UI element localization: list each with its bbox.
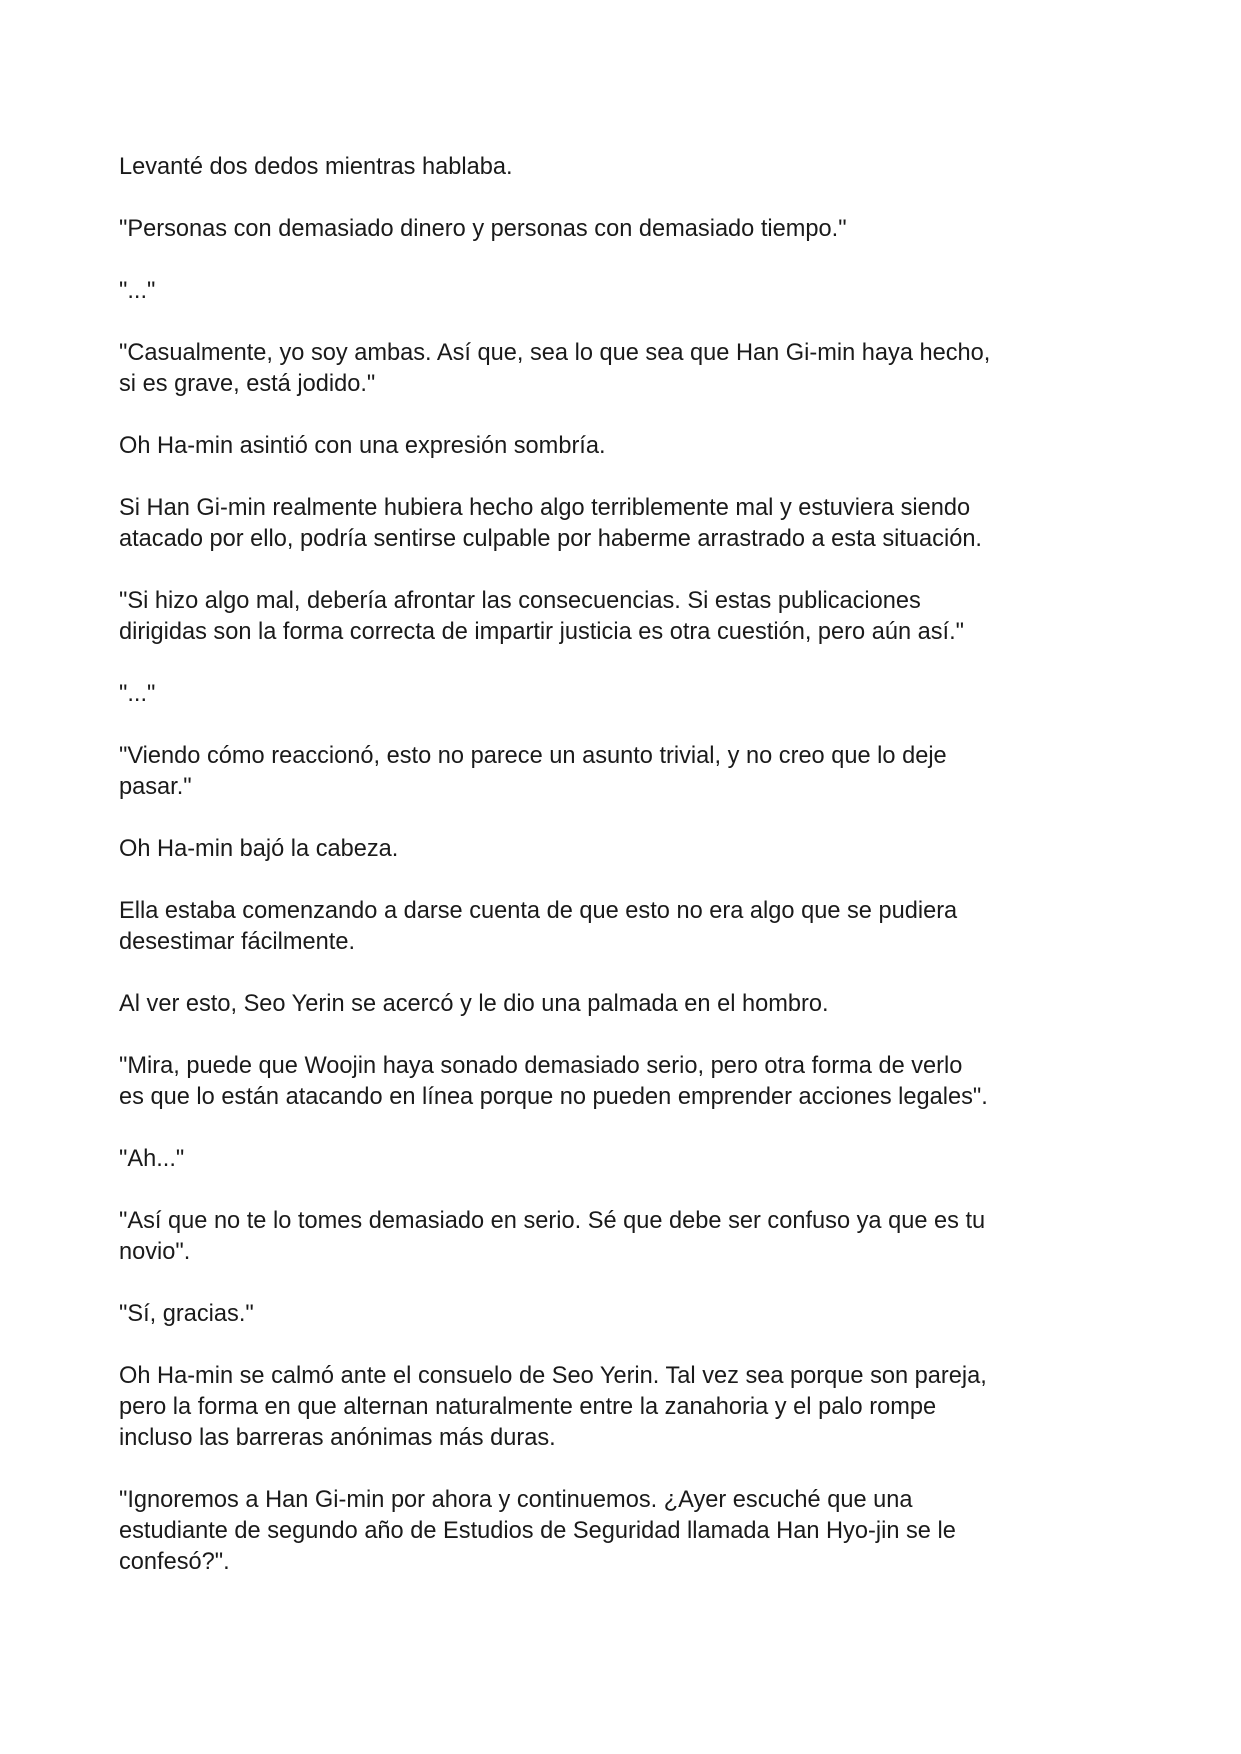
paragraph: "Sí, gracias." [119,1301,254,1327]
paragraph: "Ah..." [119,1146,185,1172]
paragraph: "Ignoremos a Han Gi-min por ahora y continuemos. ¿Ayer escuché que una estudiante de segundo año de Estudios de Seguridad llamada Han Hyo-jin se le confesó?". [119,1487,956,1575]
paragraph: Levanté dos dedos mientras hablaba. [119,154,513,180]
paragraph: "Personas con demasiado dinero y personas con demasiado tiempo." [119,216,847,242]
paragraph: "..." [119,278,156,304]
paragraph: "Si hizo algo mal, debería afrontar las consecuencias. Si estas publicaciones dirigidas son la forma correcta de impartir justicia es otra cuestión, pero aún así." [119,588,965,645]
paragraph: Al ver esto, Seo Yerin se acercó y le dio una palmada en el hombro. [119,991,829,1017]
paragraph: Si Han Gi-min realmente hubiera hecho algo terriblemente mal y estuviera siendo atacado por ello, podría sentirse culpable por haberme arrastrado a esta situación. [119,495,982,552]
paragraph: "Así que no te lo tomes demasiado en serio. Sé que debe ser confuso ya que es tu novio". [119,1208,986,1265]
paragraph: "Casualmente, yo soy ambas. Así que, sea lo que sea que Han Gi-min haya hecho, si es grave, está jodido." [119,340,991,397]
paragraph: "Mira, puede que Woojin haya sonado demasiado serio, pero otra forma de verlo es que lo están atacando en línea porque no pueden emprender acciones legales". [119,1053,988,1110]
paragraph: "Viendo cómo reaccionó, esto no parece un asunto trivial, y no creo que lo deje pasar." [119,743,947,800]
paragraph: Oh Ha-min se calmó ante el consuelo de Seo Yerin. Tal vez sea porque son pareja, pero la forma en que alternan naturalmente entre la zanahoria y el palo rompe incluso las barreras anónimas más duras. [119,1363,987,1451]
paragraph: "..." [119,681,156,707]
paragraph: Ella estaba comenzando a darse cuenta de que esto no era algo que se pudiera desestimar fácilmente. [119,898,958,955]
paragraph: Oh Ha-min asintió con una expresión sombría. [119,433,606,459]
paragraph: Oh Ha-min bajó la cabeza. [119,836,399,862]
document-body [119,152,1129,1609]
